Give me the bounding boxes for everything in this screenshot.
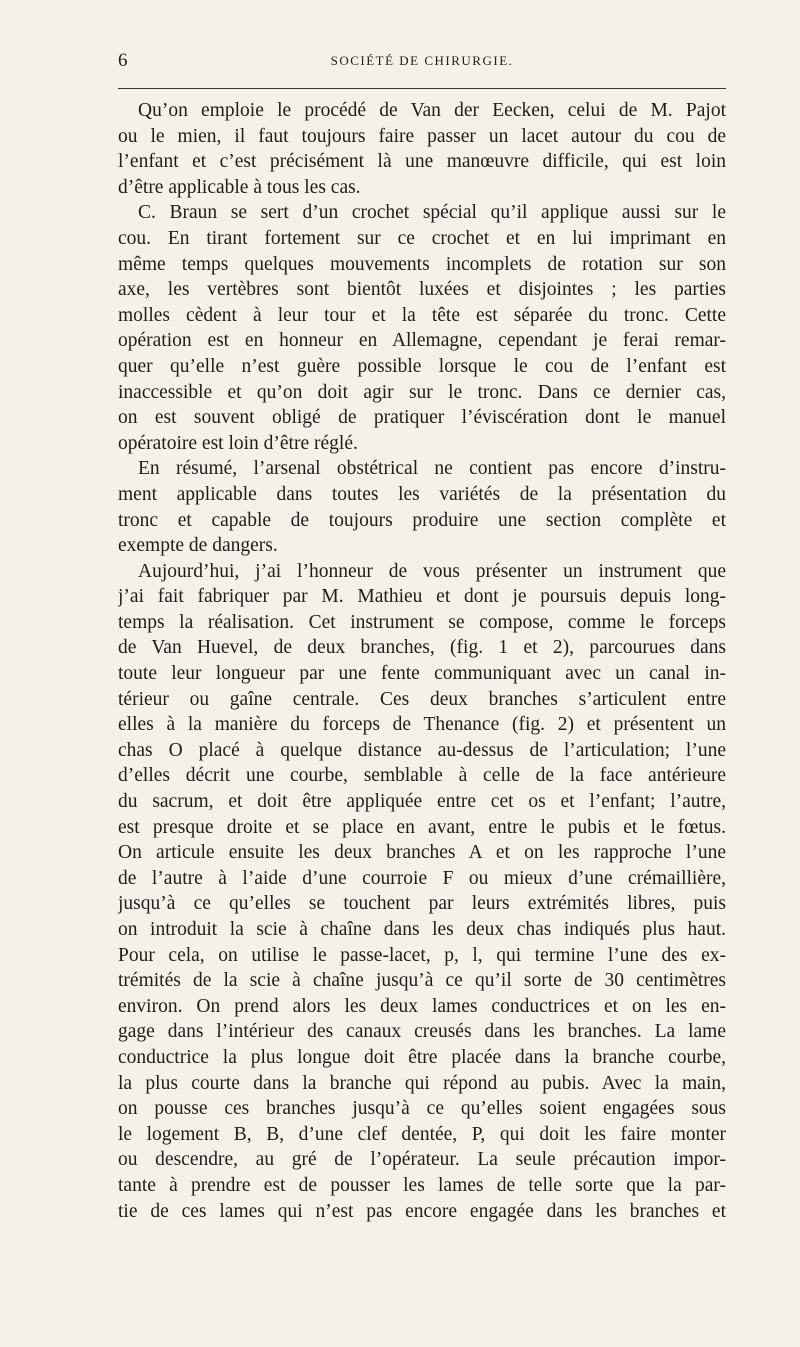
text-line: toute leur longueur par une fente communiquant avec un canal in- (118, 663, 726, 685)
text-line: Pour cela, on utilise le passe-lacet, p, l, qui termine l’une des ex- (118, 944, 726, 966)
text-line: opératoire est loin d’être réglé. (118, 432, 358, 454)
text-line: j’ai fait fabriquer par M. Mathieu et dont je poursuis depuis long- (118, 586, 726, 608)
text-line: d’elles décrit une courbe, semblable à celle de la face antérieure (118, 765, 726, 787)
text-line: Qu’on emploie le procédé de Van der Eecken, celui de M. Pajot (138, 100, 726, 121)
running-title: SOCIÉTÉ DE CHIRURGIE. (330, 53, 514, 68)
text-line: d’être applicable à tous les cas. (118, 176, 361, 198)
text-line: l’enfant et c’est précisément là une manœuvre difficile, qui est loin (118, 151, 726, 173)
text-line: conductrice la plus longue doit être placée dans la branche courbe, (118, 1046, 726, 1068)
text-line: opération est en honneur en Allemagne, cependant je ferai remar- (118, 330, 726, 352)
text-line: est presque droite et se place en avant, entre le pubis et le fœtus. (118, 816, 726, 838)
page-header (118, 50, 726, 74)
text-line: le logement B, B, d’une clef dentée, P, qui doit les faire monter (118, 1123, 726, 1145)
text-line: molles cèdent à leur tour et la tête est séparée du tronc. Cette (118, 304, 726, 326)
text-line: tante à prendre est de pousser les lames de telle sorte que la par- (118, 1174, 726, 1196)
text-line: chas O placé à quelque distance au-dessus de l’articulation; l’une (118, 739, 726, 761)
text-line: temps la réalisation. Cet instrument se compose, comme le forceps (118, 611, 726, 633)
text-line: jusqu’à ce qu’elles se touchent par leurs extrémités libres, puis (118, 893, 726, 915)
text-line: quer qu’elle n’est guère possible lorsque le cou de l’enfant est (118, 355, 726, 377)
header-rule (118, 88, 726, 89)
text-line: de l’autre à l’aide d’une courroie F ou mieux d’une crémaillière, (118, 867, 726, 889)
text-line: tronc et capable de toujours produire une section complète et (118, 509, 726, 531)
text-line: cou. En tirant fortement sur ce crochet et en lui imprimant en (118, 227, 726, 249)
text-line: exempte de dangers. (118, 535, 278, 557)
text-line: ou le mien, il faut toujours faire passer un lacet autour du cou de (118, 125, 726, 147)
text-line: axe, les vertèbres sont bientôt luxées et disjointes ; les parties (118, 279, 726, 301)
text-line: Aujourd’hui, j’ai l’honneur de vous présenter un instrument que (138, 560, 726, 582)
text-line: ou descendre, au gré de l’opérateur. La seule précaution impor- (118, 1149, 726, 1171)
text-line: elles à la manière du forceps de Thenance (fig. 2) et présentent un (118, 714, 726, 736)
text-line: ment applicable dans toutes les variétés de la présentation du (118, 483, 726, 505)
text-line: gage dans l’intérieur des canaux creusés dans les branches. La lame (118, 1021, 726, 1043)
text-line: On articule ensuite les deux branches A et on les rapproche l’une (118, 842, 726, 864)
text-line: on est souvent obligé de pratiquer l’éviscération dont le manuel (118, 407, 726, 429)
text-line: on introduit la scie à chaîne dans les deux chas indiqués plus haut. (118, 919, 726, 940)
text-line: même temps quelques mouvements incomplets de rotation sur son (118, 253, 726, 275)
text-line: térieur ou gaîne centrale. Ces deux branches s’articulent entre (118, 688, 726, 710)
text-line: En résumé, l’arsenal obstétrical ne contient pas encore d’instru- (138, 458, 726, 480)
text-line: tie de ces lames qui n’est pas encore engagée dans les branches et (118, 1200, 726, 1222)
text-line: environ. On prend alors les deux lames conductrices et on les en- (118, 995, 726, 1017)
text-line: trémités de la scie à chaîne jusqu’à ce qu’il sorte de 30 centimètres (118, 970, 726, 992)
text-line: inaccessible et qu’on doit agir sur le tronc. Dans ce dernier cas, (118, 381, 726, 403)
text-line: C. Braun se sert d’un crochet spécial qu’il applique aussi sur le (138, 202, 726, 224)
text-line: de Van Huevel, de deux branches, (fig. 1 et 2), parcourues dans (118, 637, 726, 659)
text-line: du sacrum, et doit être appliquée entre cet os et l’enfant; l’autre, (118, 791, 726, 813)
text-line: on pousse ces branches jusqu’à ce qu’elles soient engagées sous (118, 1098, 726, 1120)
page-number: 6 (118, 50, 128, 71)
text-line: la plus courte dans la branche qui répond au pubis. Avec la main, (118, 1072, 726, 1094)
body-text (118, 98, 726, 1224)
